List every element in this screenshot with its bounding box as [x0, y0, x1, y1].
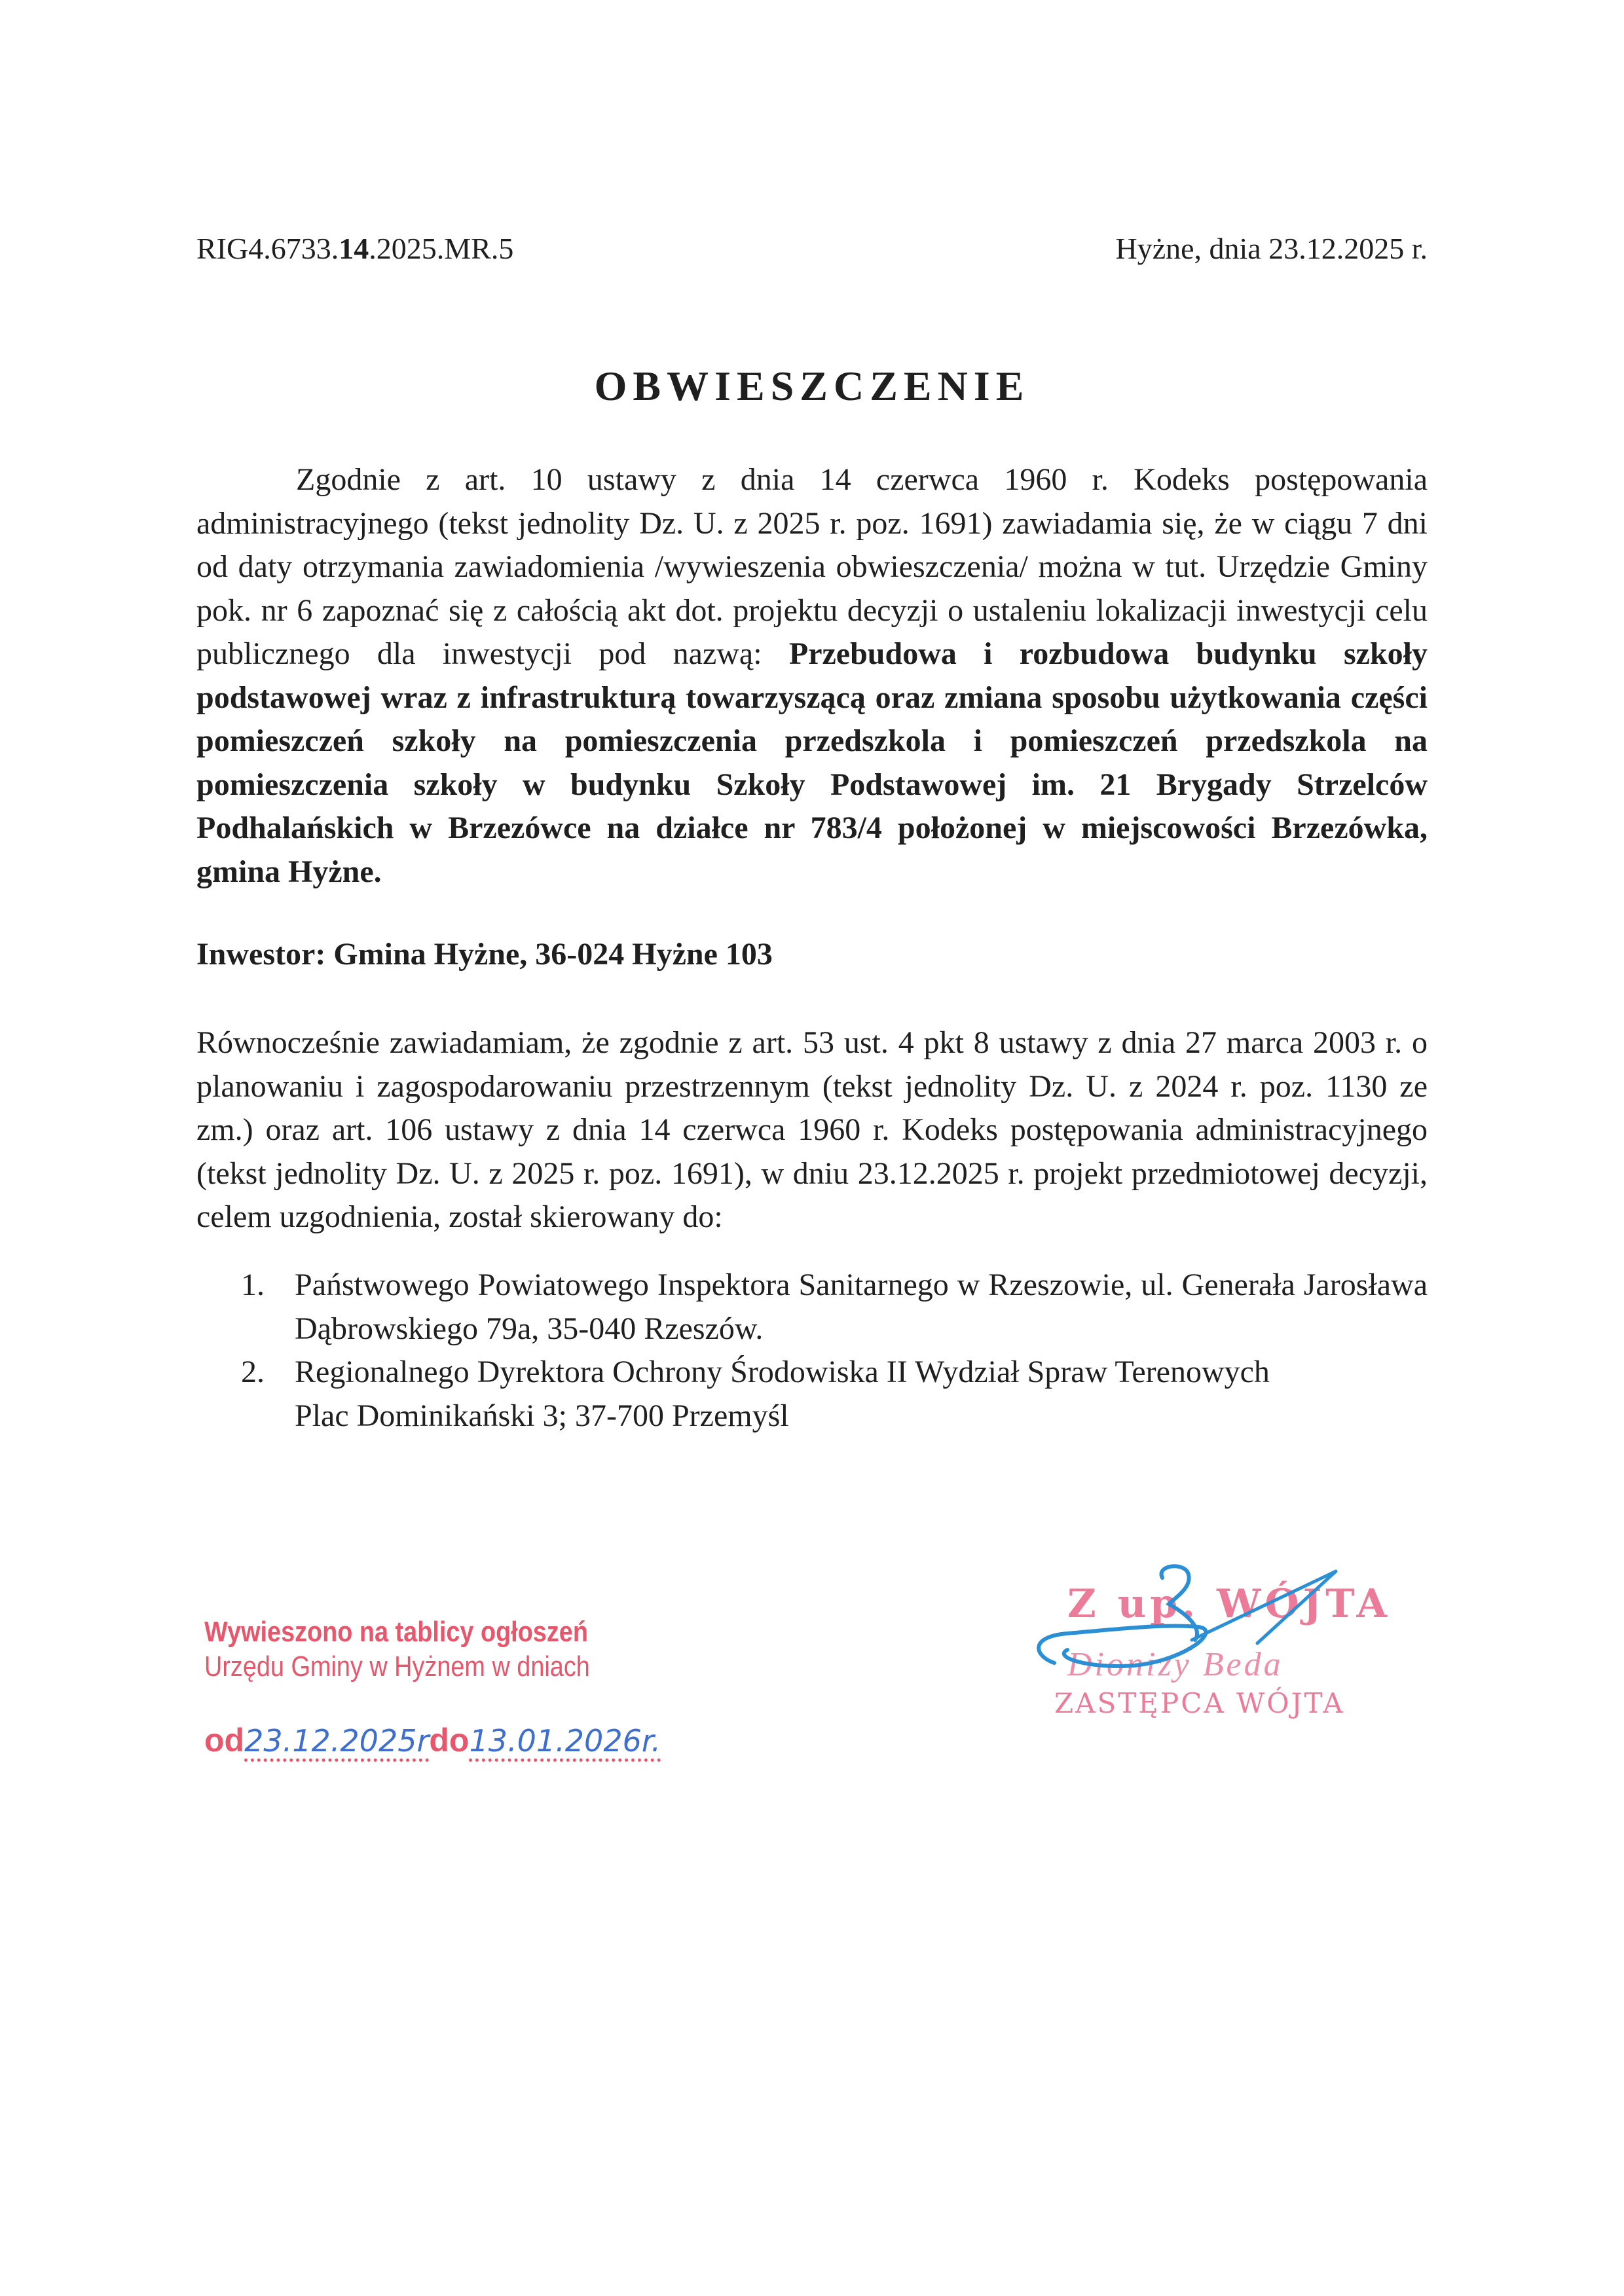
- investor-line: Inwestor: Gmina Hyżne, 36-024 Hyżne 103: [196, 937, 773, 972]
- signatory-role: ZASTĘPCA WÓJTA: [1054, 1687, 1345, 1719]
- recipient-number: 1.: [241, 1267, 265, 1302]
- posting-dates: [204, 1717, 676, 1764]
- project-name: Przebudowa i rozbudowa budynku szkoły podstawowej wraz z infrastrukturą towarzyszącą oraz zmiana sposobu użytkowania części pomieszczeń szkoły na pomieszczenia przedszkola i pomieszczeń przedszkola na pomieszczenia szkoły w budynku Szkoły Podstawowej im. 21 Brygady Strzelców Podhalańskich w Brzezówce na działce nr 783/4 położonej w miejscowości Brzezówka, gmina Hyżne.: [196, 636, 1428, 889]
- posting-stamp: [204, 1614, 676, 1764]
- recipient-address: Plac Dominikański 3; 37-700 Przemyśl: [295, 1398, 789, 1433]
- document-header: [196, 226, 1428, 272]
- handwritten-signature-icon: [1028, 1558, 1342, 1683]
- from-date-handwritten: 23.12.2025r: [244, 1723, 429, 1762]
- posting-stamp-line1: Wywieszono na tablicy ogłoszeń: [204, 1616, 588, 1648]
- place-and-date: Hyżne, dnia 23.12.2025 r.: [1115, 232, 1428, 265]
- notice-paragraph: [196, 458, 1428, 894]
- posting-stamp-line2: Urzędu Gminy w Hyżnem w dniach: [204, 1650, 590, 1683]
- to-label: do: [429, 1722, 470, 1758]
- from-label: od: [204, 1722, 245, 1758]
- recipient-text: Regionalnego Dyrektora Ochrony Środowiska II Wydział Spraw Terenowych: [295, 1355, 1270, 1389]
- recipient-item: [196, 1264, 1428, 1351]
- reference-bold-part: 14: [339, 232, 369, 265]
- signature-stamp-authority: Z up. WÓJTA: [1067, 1581, 1391, 1627]
- recipient-text: Państwowego Powiatowego Inspektora Sanitarnego w Rzeszowie, ul. Generała Jarosława Dąbrowskiego 79a, 35-040 Rzeszów.: [295, 1267, 1428, 1346]
- reference-prefix: RIG4.6733.: [196, 232, 339, 265]
- to-date-handwritten: 13.01.2026r.: [469, 1723, 661, 1762]
- reference-suffix: .2025.MR.5: [369, 232, 514, 265]
- recipients-list: [196, 1264, 1428, 1438]
- recipient-item: [196, 1351, 1428, 1438]
- agreement-paragraph: Równocześnie zawiadamiam, że zgodnie z art. 53 ust. 4 pkt 8 ustawy z dnia 27 marca 2003 r. o planowaniu i zagospodarowaniu przestrzennym (tekst jednolity Dz. U. z 2024 r. poz. 1130 ze zm.) oraz art. 106 ustawy z dnia 14 czerwca 1960 r. Kodeks postępowania administracyjnego (tekst jednolity Dz. U. z 2025 r. poz. 1691), w dniu 23.12.2025 r. projekt przedmiotowej decyzji, celem uzgodnienia, został skierowany do:: [196, 1025, 1428, 1234]
- reference-number: [196, 226, 513, 272]
- signature-stamp: [1041, 1568, 1391, 1725]
- document-title: OBWIESZCZENIE: [594, 363, 1030, 409]
- signatory-name: Dionizy Beda: [1067, 1646, 1283, 1683]
- notice-text: Zgodnie z art. 10 ustawy z dnia 14 czerwca 1960 r. Kodeks postępowania administracyjnego (tekst jednolity Dz. U. z 2025 r. poz. 1691) zawiadamia się, że w ciągu 7 dni od daty otrzymania zawiadomienia /wywieszenia obwieszczenia/ można w tut. Urzędzie Gminy pok. nr 6 zapoznać się z całością akt dot. projektu decyzji o ustaleniu lokalizacji inwestycji celu publicznego dla inwestycji pod nazwą:: [196, 462, 1428, 671]
- recipient-number: 2.: [241, 1355, 265, 1389]
